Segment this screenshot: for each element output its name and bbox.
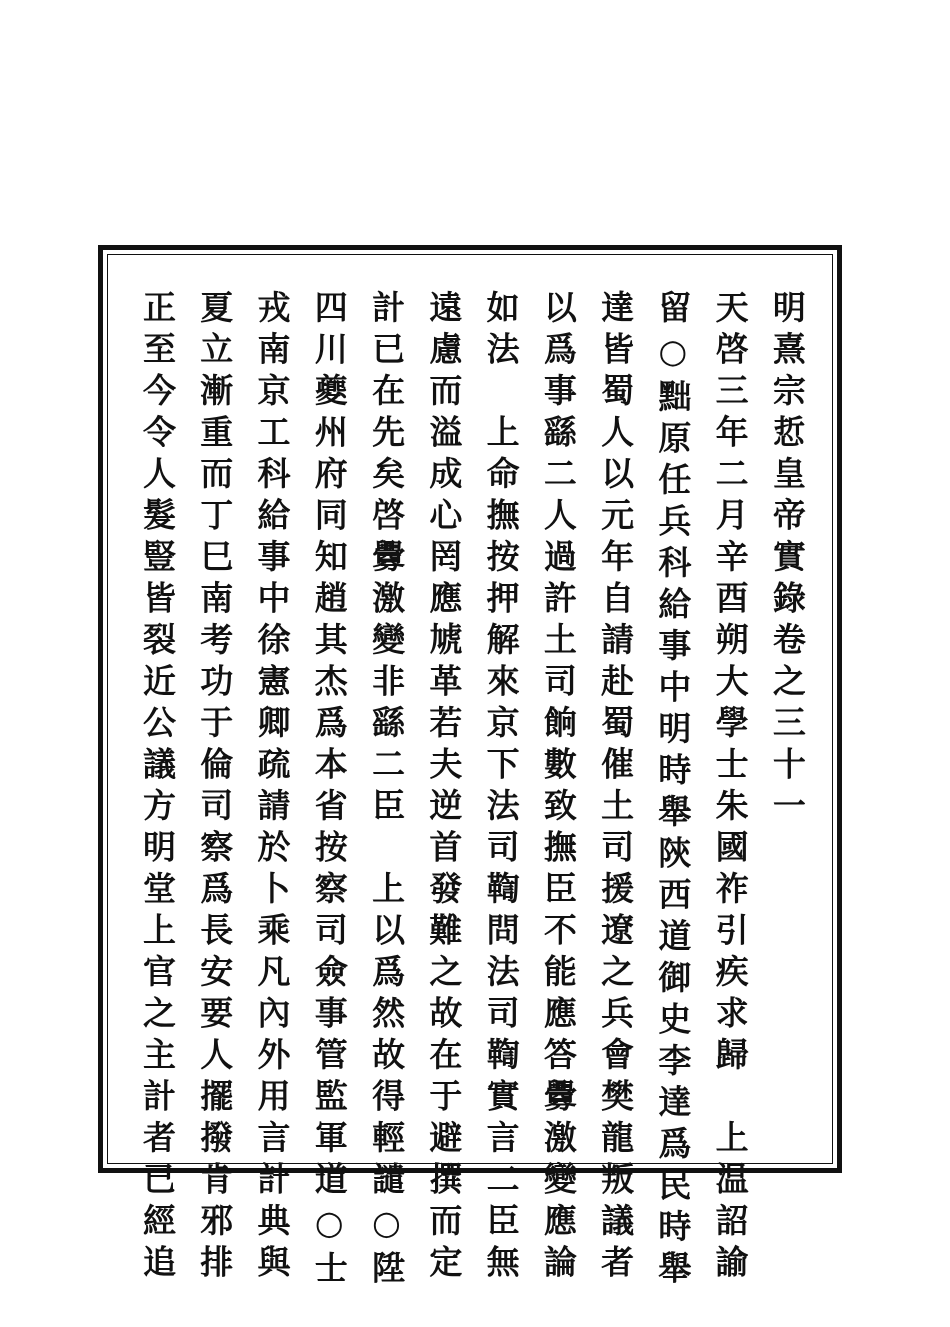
column-text: 明熹宗悊皇帝實錄卷之三十一: [767, 290, 807, 830]
column-text: 如法 上命撫按押解來京下法司鞫問法司鞫實言二臣無: [481, 290, 521, 1286]
column-text: 四川夔州府同知趙其杰爲本省按察司僉事管監軍道○士: [309, 290, 349, 1292]
column-text: 戎南京工科給事中徐憲卿疏請於卜乘凡內外用言計典與: [252, 290, 292, 1286]
text-column: [477, 290, 525, 1286]
page-border: [98, 245, 842, 1292]
text-column: [419, 290, 467, 1286]
text-column: [248, 290, 296, 1286]
text-column: [305, 290, 353, 1292]
text-body: [133, 290, 811, 1292]
column-text: 以爲事繇二人過許土司餉數致撫臣不能應答釁激變應論: [538, 290, 578, 1286]
column-text: 計已在先矣啓釁激變非繇二臣 上以爲然故得輕譴○陞: [367, 290, 407, 1292]
text-column: [706, 290, 754, 1286]
column-text: 遠慮而溢成心罔應虓革若夫逆首發難之故在于避撰而定: [424, 290, 464, 1286]
column-text: 正至今令人髮豎皆裂近公議方明堂上官之主計者已經追: [138, 290, 177, 1286]
text-column: [648, 290, 696, 1292]
column-text: 天啓三年二月辛酉朔大學士朱國祚引疾求歸 上温詔諭: [710, 290, 750, 1286]
text-column: [534, 290, 582, 1286]
text-column: [591, 290, 639, 1286]
title-column: [763, 290, 811, 1156]
text-column: [362, 290, 410, 1292]
column-text: 夏立漸重而丁巳南考功于倫司察爲長安要人擺撥肯邪排: [195, 290, 235, 1286]
text-column: [190, 290, 238, 1286]
text-column: [133, 290, 181, 1286]
column-text: 達皆蜀人以元年自請赴蜀催土司援遼之兵會樊龍叛議者: [596, 290, 636, 1286]
column-text: 留○黜原任兵科給事中明時舉陝西道御史李達爲民時舉: [653, 290, 693, 1292]
